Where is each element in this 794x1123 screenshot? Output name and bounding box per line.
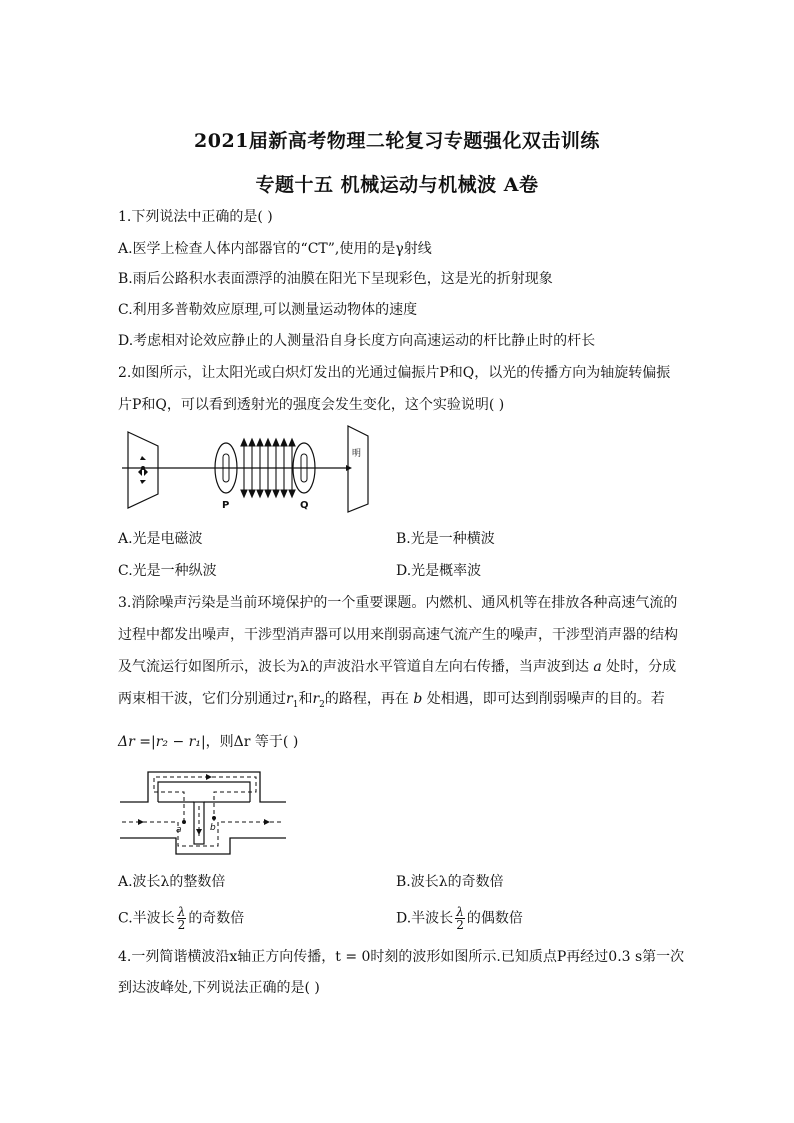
q3-r2-sub: 2	[319, 699, 325, 710]
q3-option-c-pre: C.半波长	[118, 910, 175, 927]
screen-label: 明	[352, 449, 362, 459]
q3-line4-part3: 处相遇，即可达到削弱噪声的目的。若	[426, 691, 665, 707]
q3-r2: r	[312, 691, 320, 707]
q3-option-d-post: 的偶数倍	[466, 910, 523, 927]
polarizer-p-label: P	[222, 500, 230, 511]
q1-option-d: D.考虑相对论效应静止的人测量沿自身长度方向高速运动的杆比静止时的杆长	[118, 333, 596, 349]
half-wavelength-fraction	[177, 906, 187, 931]
q1-option-a: A.医学上检查人体内部器官的“CT”,使用的是γ射线	[118, 241, 432, 257]
frac-den: 2	[177, 918, 186, 932]
q3-line3	[118, 658, 676, 676]
q3-var-a: a	[593, 659, 602, 675]
point-a-label: a	[176, 825, 182, 835]
q2-option-a: A.光是电磁波	[118, 531, 203, 547]
frac-den: 2	[456, 918, 464, 932]
q3-line3-part1: 及气流运行如图所示，波长为λ的声波沿水平管道自左向右传播，当声波到达	[118, 659, 589, 675]
muffler-figure	[118, 766, 288, 858]
frac-num: λ	[456, 905, 464, 919]
half-wavelength-fraction	[455, 906, 465, 931]
q2-stem-line1: 2.如图所示，让太阳光或白炽灯发出的光通过偏振片P和Q，以光的传播方向为轴旋转偏振	[118, 365, 671, 381]
q1-option-c: C.利用多普勒效应原理,可以测量运动物体的速度	[118, 302, 418, 318]
q3-line4-part1: 两束相干波，它们分别通过	[118, 691, 286, 707]
q3-line2: 过程中都发出噪声，干涉型消声器可以用来削弱高速气流产生的噪声，干涉型消声器的结构	[118, 627, 678, 643]
q3-option-c	[118, 906, 244, 931]
polarizer-figure	[118, 424, 378, 514]
q3-var-b: b	[413, 691, 423, 707]
q2-option-b: B.光是一种横波	[396, 531, 495, 547]
q3-line4-part2: 的路程，再在	[324, 691, 409, 707]
q3-line5	[118, 733, 298, 751]
q3-line3-part2: 处时，分成	[606, 659, 677, 675]
q3-r1-sub: 1	[292, 699, 299, 710]
q3-line1: 3.消除噪声污染是当前环境保护的一个重要课题。内燃机、通风机等在排放各种高速气流的	[118, 595, 678, 611]
q2-option-c: C.光是一种纵波	[118, 563, 217, 579]
page-title: 2021届新高考物理二轮复习专题强化双击训练	[194, 130, 600, 152]
q3-option-a: A.波长λ的整数倍	[118, 874, 226, 890]
q4-line1: 4.一列简谐横波沿x轴正方向传播，t = 0时刻的波形如图所示.已知质点P再经过0.3 s第一次	[118, 949, 685, 965]
q3-line4	[118, 690, 665, 714]
q3-option-d	[396, 906, 523, 931]
q3-formula: Δr =|r₂ − r₁|	[118, 734, 206, 750]
q3-line5-text: ，则Δr 等于( )	[205, 734, 299, 750]
q2-stem-line2: 片P和Q，可以看到透射光的强度会发生变化，这个实验说明( )	[118, 397, 505, 413]
polarizer-q-label: Q	[300, 500, 309, 511]
q3-option-c-post: 的奇数倍	[188, 910, 245, 927]
q4-line2: 到达波峰处,下列说法正确的是( )	[118, 980, 320, 996]
q1-option-b: B.雨后公路积水表面漂浮的油膜在阳光下呈现彩色，这是光的折射现象	[118, 271, 553, 287]
point-b-label: b	[210, 823, 216, 833]
q1-stem: 1.下列说法中正确的是( )	[118, 209, 273, 225]
page-subtitle: 专题十五 机械运动与机械波 A卷	[255, 174, 539, 196]
q3-r1: r	[286, 691, 293, 707]
q3-option-d-pre: D.半波长	[396, 910, 454, 927]
q3-option-b: B.波长λ的奇数倍	[396, 874, 504, 890]
frac-num: λ	[177, 905, 186, 919]
q3-and: 和	[298, 691, 313, 707]
q2-option-d: D.光是概率波	[396, 563, 482, 579]
